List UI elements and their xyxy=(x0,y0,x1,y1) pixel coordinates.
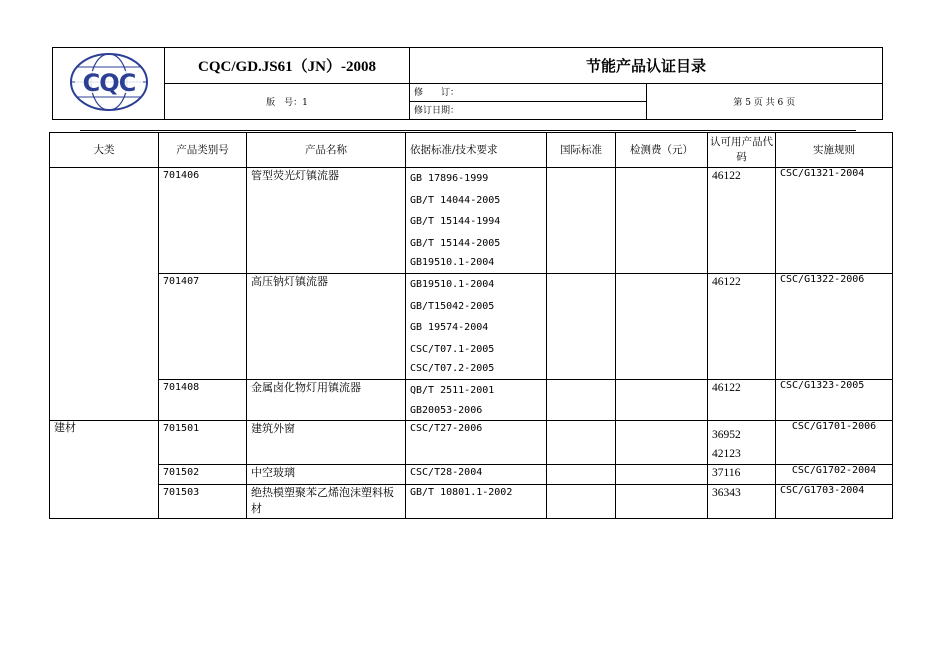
standard-item: GB20053-2006 xyxy=(410,404,483,416)
intl-standard xyxy=(547,380,616,421)
page-info: 第 5 页 共 6 页 xyxy=(646,84,883,120)
product-name: 建筑外窗 xyxy=(247,421,406,465)
standard-item: GB/T15042-2005 xyxy=(410,300,495,312)
product-name: 管型荧光灯镇流器 xyxy=(247,168,406,274)
col-header-rules: 实施规则 xyxy=(776,133,893,168)
col-header-category: 大类 xyxy=(50,133,159,168)
intl-standard xyxy=(547,465,616,485)
standards-list: GB/T 10801.1-2002 xyxy=(406,485,547,519)
rule-code: CSC/G1703-2004 xyxy=(776,485,893,519)
revision-label: 修 订： xyxy=(410,85,646,102)
catalog-table xyxy=(49,132,893,519)
col-header-test-fee: 检测费（元） xyxy=(616,133,708,168)
header-divider xyxy=(80,130,856,131)
rule-code: CSC/G1323-2005 xyxy=(776,380,893,421)
product-name: 金属卤化物灯用镇流器 xyxy=(247,380,406,421)
product-code: 46122 xyxy=(708,380,776,421)
standard-item: GB 17896-1999 xyxy=(410,173,489,184)
col-header-class-number: 产品类别号 xyxy=(159,133,247,168)
product-name: 绝热模塑聚苯乙烯泡沫塑料板材 xyxy=(247,485,406,519)
col-header-intl-standard: 国际标准 xyxy=(547,133,616,168)
doc-code: CQC/GD.JS61（JN）-2008 xyxy=(165,48,410,84)
table-row xyxy=(50,421,893,465)
col-header-product-code: 认可用产品代码 xyxy=(708,133,776,168)
test-fee xyxy=(616,485,708,519)
class-number: 701406 xyxy=(159,168,247,274)
standard-item: GB19510.1-2004 xyxy=(410,279,495,290)
standards-list: CSC/T28-2004 xyxy=(406,465,547,485)
standard-item: GB19510.1-2004 xyxy=(410,257,495,268)
intl-standard xyxy=(547,485,616,519)
category-cell xyxy=(50,168,159,421)
class-number: 701407 xyxy=(159,274,247,380)
standards-list xyxy=(406,274,547,380)
product-name: 中空玻璃 xyxy=(247,465,406,485)
product-code: 36343 xyxy=(708,485,776,519)
rule-code: CSC/G1702-2004 xyxy=(776,465,893,485)
test-fee xyxy=(616,380,708,421)
product-code: 42123 xyxy=(712,448,741,460)
col-header-standards: 依据标准/技术要求 xyxy=(406,133,547,168)
product-code: 46122 xyxy=(708,274,776,380)
rule-code: CSC/G1322-2006 xyxy=(776,274,893,380)
category-cell: 建材 xyxy=(50,421,159,519)
edition-number: 版 号：1 xyxy=(165,84,410,120)
class-number: 701501 xyxy=(159,421,247,465)
standard-item: GB 19574-2004 xyxy=(410,322,489,333)
intl-standard xyxy=(547,274,616,380)
standards-list: CSC/T27-2006 xyxy=(406,421,547,465)
logo-text: CQC xyxy=(82,68,135,97)
product-code: 36952 xyxy=(712,429,741,441)
table-row xyxy=(50,168,893,274)
test-fee xyxy=(616,465,708,485)
test-fee xyxy=(616,421,708,465)
standard-item: GB/T 15144-2005 xyxy=(410,237,501,249)
table-row xyxy=(50,380,893,421)
intl-standard xyxy=(547,421,616,465)
test-fee xyxy=(616,274,708,380)
class-number: 701408 xyxy=(159,380,247,421)
standard-item: GB/T 15144-1994 xyxy=(410,216,501,227)
standard-item: QB/T 2511-2001 xyxy=(410,385,495,396)
standard-item: CSC/T07.1-2005 xyxy=(410,343,495,355)
intl-standard xyxy=(547,168,616,274)
revision-date-label: 修订日期： xyxy=(414,106,460,116)
logo-cell xyxy=(53,48,165,120)
class-number: 701503 xyxy=(159,485,247,519)
product-code-list xyxy=(708,421,776,465)
revision-block xyxy=(410,84,647,120)
standard-item: GB/T 14044-2005 xyxy=(410,194,501,206)
table-row xyxy=(50,465,893,485)
standard-item: CSC/T07.2-2005 xyxy=(410,363,495,374)
document-header xyxy=(52,47,883,120)
table-header-row xyxy=(50,133,893,168)
rule-code: CSC/G1701-2006 xyxy=(776,421,893,465)
cqc-logo xyxy=(67,51,151,113)
test-fee xyxy=(616,168,708,274)
product-name: 高压钠灯镇流器 xyxy=(247,274,406,380)
table-row xyxy=(50,485,893,519)
doc-title: 节能产品认证目录 xyxy=(410,48,883,84)
class-number: 701502 xyxy=(159,465,247,485)
rule-code: CSC/G1321-2004 xyxy=(776,168,893,274)
product-code: 46122 xyxy=(708,168,776,274)
product-code: 37116 xyxy=(708,465,776,485)
standards-list xyxy=(406,168,547,274)
table-row xyxy=(50,274,893,380)
standards-list xyxy=(406,380,547,421)
col-header-product-name: 产品名称 xyxy=(247,133,406,168)
